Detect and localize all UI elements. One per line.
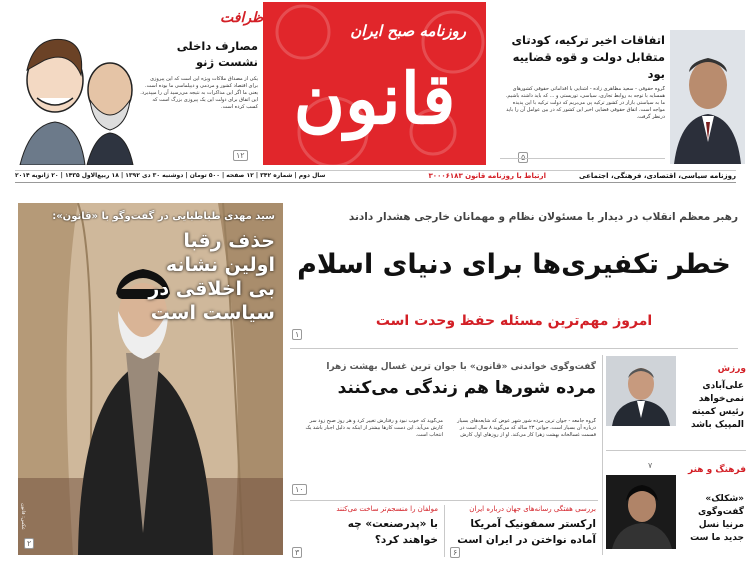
culture-title: «شکلک» گفت‌وگوی مرنیا نسل جدید ما ست bbox=[690, 494, 744, 543]
bottom-right-story[interactable] bbox=[448, 503, 598, 558]
bottom-right-headline: ارکستر سمفونیک آمریکا آماده نواختن در ایران است bbox=[457, 518, 596, 546]
left-top-story[interactable] bbox=[15, 10, 264, 165]
left-top-body: یکی از مصداق ملاکات ویژه این است که این پیروزی برای اقتصاد کشور و مردمی و دیپلماسی ما بوده است. یعنی ما اگر این مذاکرات به نتیجه می‌رسید آن را میپذیرد. این اتفاق برای دولت این یک پیروزی بزرگ است که کسب کرده است. bbox=[140, 76, 258, 110]
bottom-right-page-number: ۶ bbox=[450, 547, 460, 558]
feature-credit: عکس: قانون bbox=[20, 503, 26, 530]
feature-kicker: سید مهدی طباطبایی در گفت‌وگو با «قانون»: bbox=[52, 211, 275, 222]
second-page-number: ۱۰ bbox=[292, 484, 307, 495]
lead-kicker: رهبر معظم انقلاب در دیدار با مسئولان نظام و مهمانان خارجی هشدار دادند bbox=[348, 211, 738, 223]
bottom-mid-page-number: ۳ bbox=[292, 547, 302, 558]
sports-bottom-rule bbox=[606, 450, 746, 451]
lead-bottom-rule bbox=[290, 348, 738, 349]
logo-tagline: روزنامه صبح ایران bbox=[350, 22, 466, 40]
left-top-page-number: ۱۲ bbox=[233, 150, 248, 161]
portrait-man-icon bbox=[606, 475, 676, 549]
masthead-bottom-rule bbox=[15, 182, 736, 183]
caricature-icon bbox=[15, 30, 135, 165]
sports-title: علی‌آبادی نمی‌خواهد رئیس کمیته المپیک باشد bbox=[690, 381, 744, 430]
culture-page-number: ۷ bbox=[648, 461, 653, 470]
logo-block bbox=[263, 2, 486, 165]
sports-section-label: ورزش bbox=[717, 364, 746, 374]
second-headline: مرده شورها هم زندگی می‌کنند bbox=[337, 378, 596, 398]
feature-story[interactable] bbox=[18, 203, 283, 555]
masthead bbox=[0, 0, 751, 180]
bottom-mid-story[interactable] bbox=[290, 503, 440, 558]
bottom-mid-headline: با «پدرصنعت» چه خواهند کرد؟ bbox=[347, 518, 438, 546]
right-top-photo bbox=[670, 30, 745, 164]
logo-wordmark: قانون bbox=[293, 57, 456, 140]
right-top-rule bbox=[500, 158, 665, 159]
sports-photo bbox=[606, 356, 676, 426]
left-top-kicker: ظرافت bbox=[220, 10, 264, 26]
sports-story[interactable] bbox=[606, 356, 746, 446]
right-top-story[interactable] bbox=[500, 30, 745, 168]
feature-headline: حذف رقبا اولین نشانه بی اخلاقی در سیاست است bbox=[148, 230, 275, 324]
culture-story[interactable] bbox=[606, 463, 746, 555]
masthead-top-rule bbox=[15, 170, 736, 171]
bottom-right-kicker: بررسی هفتگی رسانه‌های جهان درباره ایران bbox=[469, 505, 596, 513]
lead-story[interactable] bbox=[290, 205, 738, 345]
lead-subhead: امروز مهم‌ترین مسئله حفظ وحدت است bbox=[375, 313, 653, 329]
left-top-title: مصارف داخلی نشست ژنو bbox=[176, 39, 258, 69]
feature-page-number: ۲ bbox=[24, 538, 34, 549]
bottom-mid-kicker: مولفان را منسجم‌تر ساخت می‌کنند bbox=[336, 505, 438, 513]
sidebar-divider bbox=[602, 355, 603, 555]
info-line-right: روزنامه سیاسی، اقتصادی، فرهنگی، اجتماعی bbox=[579, 172, 736, 180]
info-line-left: سال دوم | شماره ۳۴۲ | ۱۲ صفحه | ۵۰۰ تومان | دوشنبه ۳۰ دی ۱۳۹۲ | ۱۸ ربیع‌الاول ۱۴۳۵ | ۲۰ ژانویه ۲۰۱۴ bbox=[15, 172, 326, 179]
lead-headline: خطر تکفیری‌ها برای دنیای اسلام bbox=[297, 249, 731, 280]
culture-section-label: فرهنگ و هنر bbox=[688, 465, 746, 475]
portrait-man-icon bbox=[670, 30, 745, 164]
bottom-divider bbox=[444, 505, 445, 557]
portrait-man-icon bbox=[606, 356, 676, 426]
second-story[interactable] bbox=[290, 352, 598, 498]
culture-photo bbox=[606, 475, 676, 549]
second-bottom-rule bbox=[290, 500, 598, 501]
lead-page-number: ۱ bbox=[292, 329, 302, 340]
second-body: گروه جامعه - جوان ترین مرده شور شهر عوض که شایعه‌های بسیار درباره آن بسیار است، جوانی ۲۳ ساله که می‌گوید ۸ سال است در قسمت غسالخانه بهشت زهرا کار می‌کند. او از روزهای اول کارش می‌گوید که خوب نبود و رفتارش تغییر کرد و هر روز صبح زود سر کارش می‌آید. این دست کارها بیشتر از اینکه به دلیل اجبار باشد یک انتخاب است. bbox=[305, 418, 596, 438]
cartoon-image bbox=[15, 30, 135, 165]
sms-line: ارتباط با روزنامه قانون ۳۰۰۰۶۱۸۳ bbox=[428, 172, 546, 180]
right-top-body: گروه حقوقی - سعید مظاهری زاده - آشنایی با اقداماتی حقوقی کشورهای همسایه با توجه به روابط تجاری، سیاسی، توریستی و ... که باید داشته باشیم. ما به سیاستی بازار در کشور ترکیه پی می‌بریم که دولت ترکیه با این پدیده مواجه است. اتفاق حقوقی قضایی اخیر این کشور که در بین عوامل آن را باید درنظر گرفت. bbox=[505, 86, 665, 120]
right-top-title: اتفاقات اخیر ترکیه، کودتای متقابل دولت و قوه قضاییه بود bbox=[511, 33, 665, 81]
second-kicker: گفت‌وگوی خواندنی «قانون» با جوان ترین غسال بهشت زهرا bbox=[326, 362, 596, 372]
